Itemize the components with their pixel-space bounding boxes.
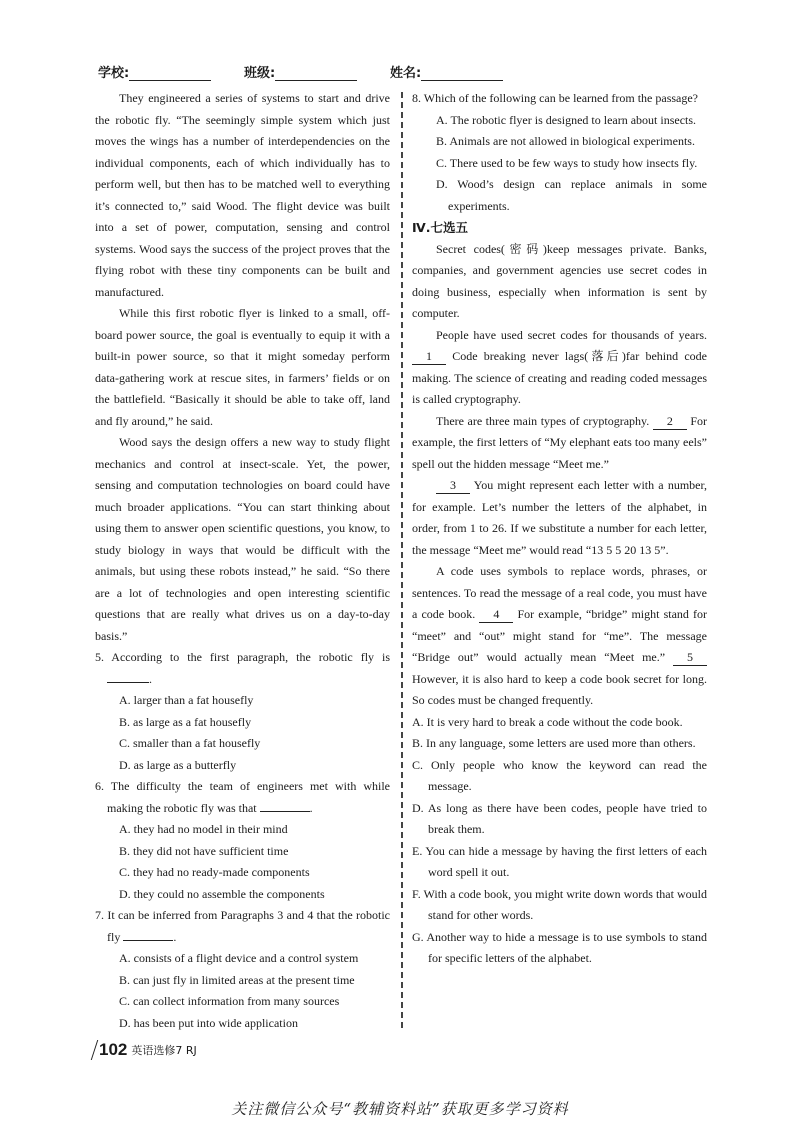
option: D. Wood’s design can replace animals in some experiments. xyxy=(436,177,707,213)
passage-paragraph: They engineered a series of systems to start and drive the robotic fly. “The seemingly simple system which just moves the wings has a number of interdependencies on the individual components, each of which individually has to perform well, but then has to be matched well to everything it’s connected to,” said Wood. The flight device was built into a set of power, computation, sensing and control systems. Wood says the success of the project proves that the flying robot with these tiny components can be built and manufactured. xyxy=(95,91,390,299)
passage-paragraph: Wood says the design offers a new way to study flight mechanics and control at insect-scale. Yet, the power, sensing and computation technologies on board could have much broader applications. “You can start thinking about using them to answer open scientific questions, you know, to study biology in ways that would be difficult with the animals, but using these robots instead,” he said. “So there are a lot of technologies and open interesting scientific questions that are really what drives us on a day-to-day basis.” xyxy=(95,435,390,643)
cloze-paragraph: There are three main types of cryptography. 2 For example, the first letters of “My elephant eats too many eels” spell out the hidden message “Meet me.” xyxy=(412,413,708,471)
answer-blank[interactable] xyxy=(260,811,310,812)
name-field xyxy=(390,62,503,81)
footer-note: 关注微信公众号“教辅资料站”获取更多学习资料 xyxy=(231,1100,569,1118)
option: C. smaller than a fat housefly xyxy=(119,736,261,750)
option: A. larger than a fat housefly xyxy=(119,693,254,707)
book-title: 英语选修7 RJ xyxy=(131,1044,197,1057)
class-label: 班级: xyxy=(244,66,276,81)
page-number-block xyxy=(94,1040,197,1062)
class-field xyxy=(244,62,357,81)
question-stem: 5. According to the first paragraph, the robotic fly is . xyxy=(95,650,390,686)
answer-blank-4[interactable]: 4 xyxy=(479,607,513,623)
answer-blank[interactable] xyxy=(123,940,173,941)
school-label: 学校: xyxy=(98,66,130,81)
answer-blank-2[interactable]: 2 xyxy=(653,414,687,430)
option: C. they had no ready-made components xyxy=(119,865,310,879)
option: D. As long as there have been codes, people have tried to break them. xyxy=(412,800,707,836)
student-info-header xyxy=(98,62,718,84)
option: G. Another way to hide a message is to use symbols to stand for specific letters of the alphabet. xyxy=(412,929,707,965)
option: D. has been put into wide application xyxy=(119,1015,298,1030)
question-stem: 7. It can be inferred from Paragraphs 3 and 4 that the robotic fly . xyxy=(95,908,390,944)
question-stem: 8. Which of the following can be learned from the passage? xyxy=(412,91,699,105)
question-8 xyxy=(412,88,707,217)
option: B. as large as a fat housefly xyxy=(119,714,252,729)
option: B. Animals are not allowed in biological experiments. xyxy=(436,134,695,148)
option: E. You can hide a message by having the first letters of each word spell it out. xyxy=(412,843,707,879)
option: A. they had no model in their mind xyxy=(119,822,288,836)
option: A. consists of a flight device and a control system xyxy=(119,951,359,965)
option: A. The robotic flyer is designed to learn about insects. xyxy=(436,112,697,127)
option: B. In any language, some letters are used more than others. xyxy=(412,736,696,750)
cloze-paragraph: 3 You might represent each letter with a number, for example. Let’s number the letters of the alphabet, in order, from 1 to 26. If we substitute a number for each letter, the message “Meet me” would read “13 5 5 20 13 5”. xyxy=(412,478,707,557)
answer-blank-5[interactable]: 5 xyxy=(673,650,707,666)
class-blank[interactable] xyxy=(275,66,357,81)
section-title: Ⅳ.七选五 xyxy=(412,220,468,235)
cloze-paragraph: A code uses symbols to replace words, phrases, or sentences. To read the message of a real code, you must have a code book. 4 For example, “bridge” might stand for “meet” and “out” might stand for “me”. The message “Bridge out” would actually mean “Meet me.” 5 However, it is also hard to keep a code book secret for long. So codes must be changed frequently. xyxy=(412,564,708,707)
option: D. as large as a butterfly xyxy=(119,757,237,772)
option: D. they could no assemble the components xyxy=(119,886,325,901)
option: B. can just fly in limited areas at the present time xyxy=(119,972,355,987)
option: A. It is very hard to break a code without the code book. xyxy=(412,714,683,729)
question-stem: 6. The difficulty the team of engineers met with while making the robotic fly was that . xyxy=(95,779,390,815)
answer-blank-3[interactable]: 3 xyxy=(436,478,470,494)
question-7 xyxy=(95,905,390,1034)
answer-blank[interactable] xyxy=(107,682,149,683)
right-column xyxy=(412,88,707,970)
school-field xyxy=(98,62,211,81)
column-divider xyxy=(401,92,403,1028)
cloze-paragraph: Secret codes(密码)keep messages private. Banks, companies, and government agencies use secret codes in doing business, especially when information is sent by computer. xyxy=(412,241,707,320)
answer-blank-1[interactable]: 1 xyxy=(412,349,446,365)
name-label: 姓名: xyxy=(390,66,422,81)
option: B. they did not have sufficient time xyxy=(119,843,289,858)
option: C. There used to be few ways to study how insects fly. xyxy=(436,155,698,170)
passage-paragraph: While this first robotic flyer is linked to a small, off-board power source, the goal is eventually to equip it with a built-in power source, so that it might someday perform data-gathering work at rescue sites, in farmers’ fields or on the battlefield. “Basically it should be able to take off, land and fly around,” he said. xyxy=(95,306,390,428)
question-6 xyxy=(95,776,390,905)
cloze-paragraph: People have used secret codes for thousands of years. 1 Code breaking never lags(落后)far behind code making. The science of creating and reading coded messages is called cryptography. xyxy=(412,327,707,406)
page-number: 102 xyxy=(99,1040,128,1059)
slash-mark xyxy=(91,1040,98,1060)
cloze-options xyxy=(412,712,707,970)
left-column xyxy=(95,88,390,1034)
question-5 xyxy=(95,647,390,776)
option: C. can collect information from many sources xyxy=(119,994,340,1008)
option: F. With a code book, you might write down words that would stand for other words. xyxy=(412,886,707,922)
name-blank[interactable] xyxy=(421,66,503,81)
option: C. Only people who know the keyword can read the message. xyxy=(412,757,707,793)
school-blank[interactable] xyxy=(129,66,211,81)
